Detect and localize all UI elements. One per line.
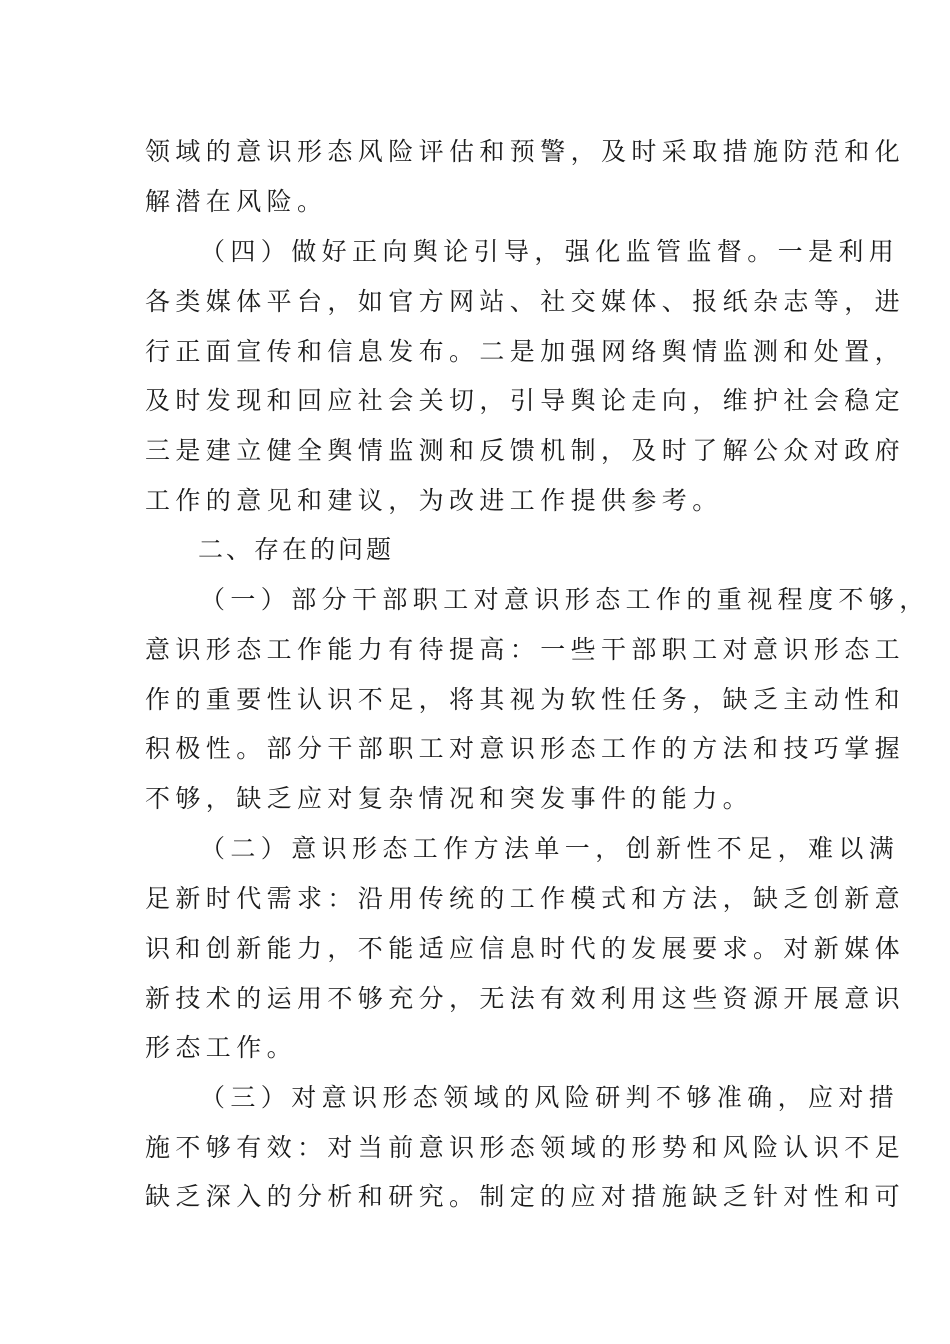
text-line: （二）意识形态工作方法单一，创新性不足，难以满 <box>200 834 900 863</box>
text-line: （四）做好正向舆论引导，强化监管监督。一是利用 <box>200 237 900 266</box>
text-line: 足新时代需求：沿用传统的工作模式和方法，缺乏创新意 <box>145 884 906 913</box>
text-line: 新技术的运用不够充分，无法有效利用这些资源开展意识 <box>145 984 906 1013</box>
text-line: 行正面宣传和信息发布。二是加强网络舆情监测和处置， <box>145 337 906 366</box>
text-line: 施不够有效：对当前意识形态领域的形势和风险认识不足 <box>145 1133 906 1162</box>
text-line: 及时发现和回应社会关切，引导舆论走向，维护社会稳定 <box>145 386 906 415</box>
text-line: （一）部分干部职工对意识形态工作的重视程度不够， <box>200 585 930 614</box>
text-line: 工作的意见和建议，为改进工作提供参考。 <box>145 486 723 515</box>
text-line: 作的重要性认识不足，将其视为软性任务，缺乏主动性和 <box>145 685 906 714</box>
text-line: 积极性。部分干部职工对意识形态工作的方法和技巧掌握 <box>145 734 906 763</box>
section-heading: 二、存在的问题 <box>198 535 395 564</box>
text-line: （三）对意识形态领域的风险研判不够准确，应对措 <box>200 1083 900 1112</box>
text-line: 领域的意识形态风险评估和预警，及时采取措施防范和化 <box>145 137 906 166</box>
text-line: 缺乏深入的分析和研究。制定的应对措施缺乏针对性和可 <box>145 1182 906 1211</box>
text-line: 各类媒体平台，如官方网站、社交媒体、报纸杂志等，进 <box>145 287 906 316</box>
text-line: 识和创新能力，不能适应信息时代的发展要求。对新媒体 <box>145 934 906 963</box>
text-line: 意识形态工作能力有待提高：一些干部职工对意识形态工 <box>145 635 906 664</box>
text-line: 不够，缺乏应对复杂情况和突发事件的能力。 <box>145 784 754 813</box>
text-line: 解潜在风险。 <box>145 187 328 216</box>
text-line: 三是建立健全舆情监测和反馈机制，及时了解公众对政府 <box>145 436 906 465</box>
text-line: 形态工作。 <box>145 1033 298 1062</box>
